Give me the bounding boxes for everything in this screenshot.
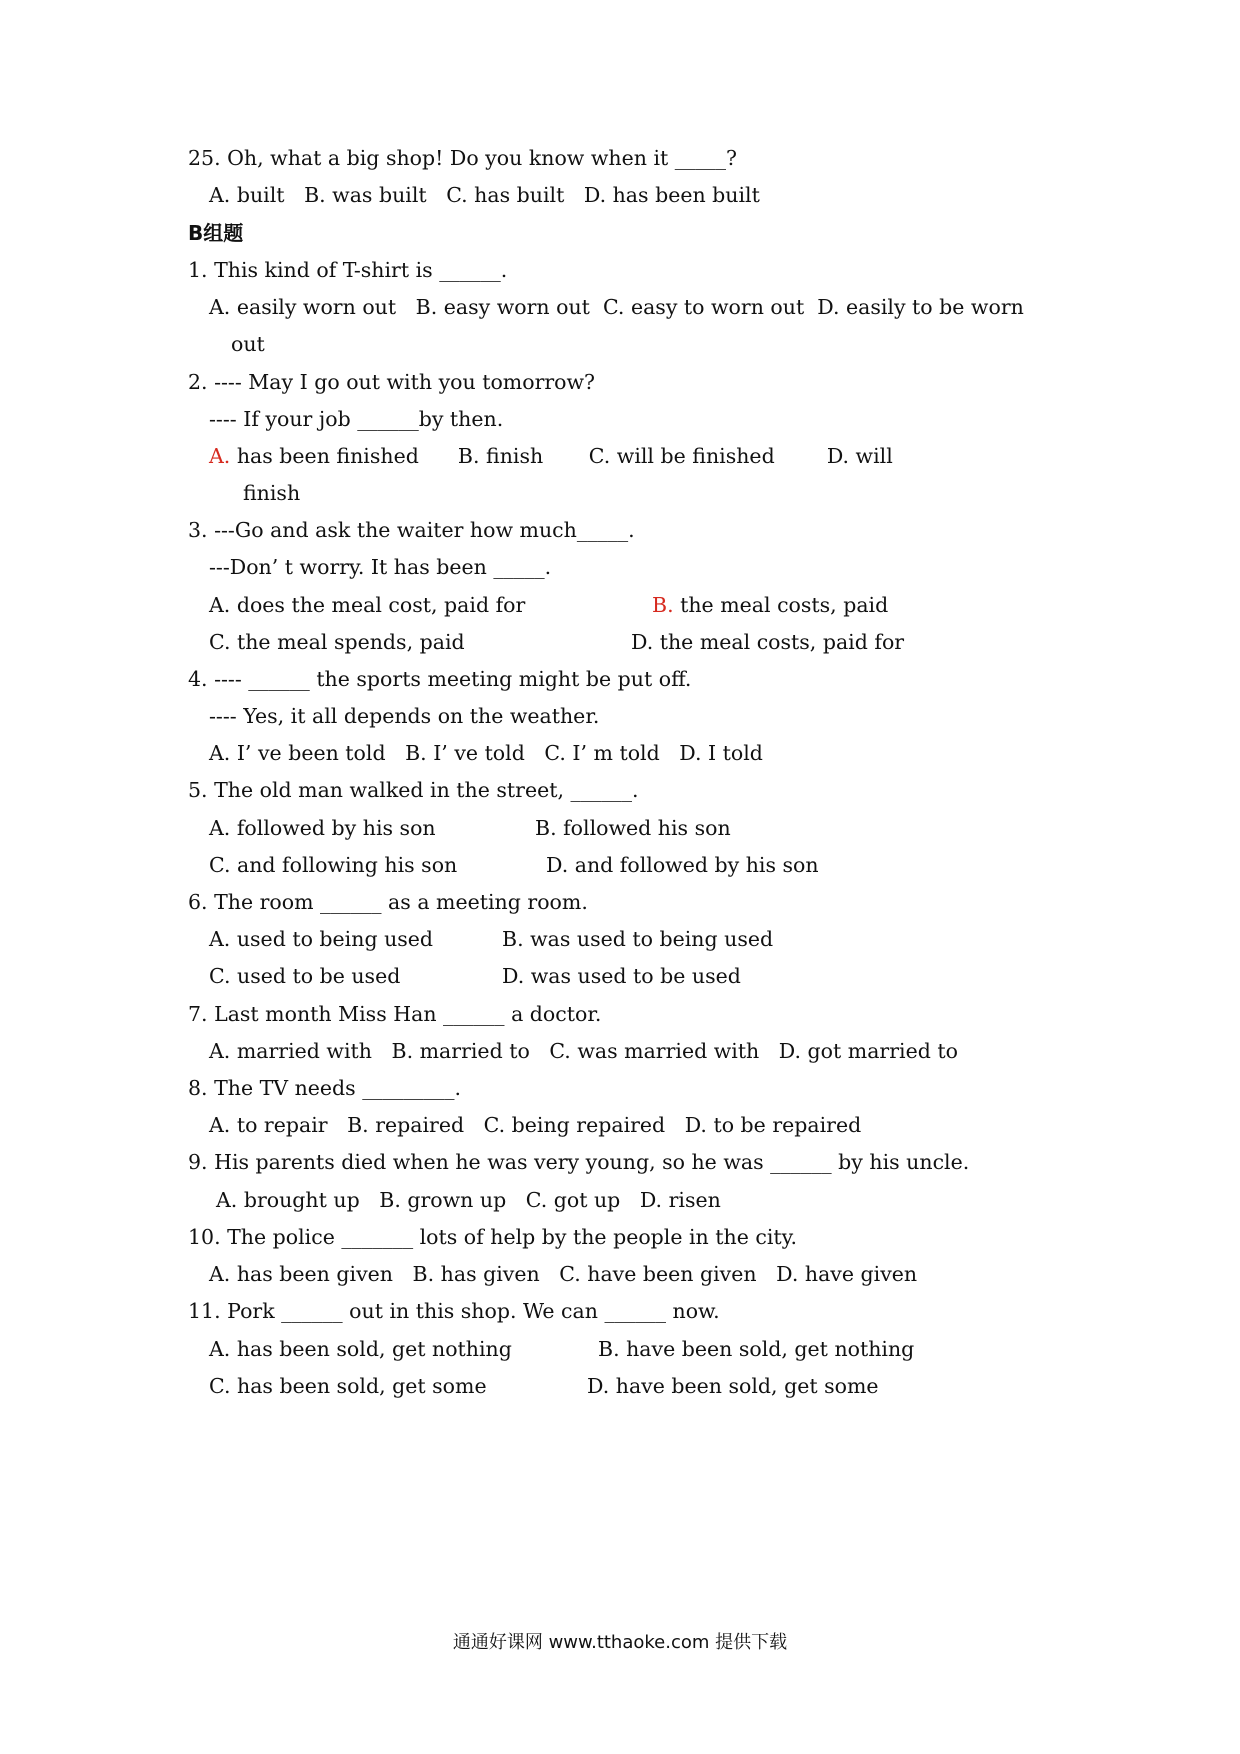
question-2-reply: ---- If your job ______by then.: [209, 407, 504, 431]
question-1-options: A. easily worn out B. easy worn out C. easy to worn out D. easily to be worn: [209, 295, 1024, 319]
page-footer: 通通好课网 www.tthaoke.com 提供下载: [452, 1632, 788, 1653]
question-3-option-a: A. does the meal cost, paid for: [209, 593, 526, 617]
question-25-options: A. built B. was built C. has built D. has been built: [209, 183, 760, 207]
question-4: 4. ---- ______ the sports meeting might be put off.: [188, 667, 692, 691]
question-5-option-a: A. followed by his son: [209, 816, 436, 840]
question-1-options-cont: out: [231, 332, 265, 356]
question-9: 9. His parents died when he was very young, so he was ______ by his uncle.: [188, 1150, 970, 1174]
question-5-option-c: C. and following his son: [209, 853, 458, 877]
question-3-reply: ---Don’ t worry. It has been _____.: [209, 555, 552, 579]
answer-mark-a: A.: [209, 444, 231, 468]
question-3-option-c: C. the meal spends, paid: [209, 630, 465, 654]
question-10: 10. The police _______ lots of help by the people in the city.: [188, 1225, 798, 1249]
question-8: 8. The TV needs _________.: [188, 1076, 461, 1100]
question-4-options: A. I’ ve been told B. I’ ve told C. I’ m told D. I told: [209, 741, 763, 765]
question-2-options-text: has been finished B. finish C. will be finished D. will: [230, 444, 893, 468]
section-b-heading: B组题: [188, 221, 244, 245]
question-7: 7. Last month Miss Han ______ a doctor.: [188, 1002, 602, 1026]
question-9-options: A. brought up B. grown up C. got up D. risen: [216, 1188, 721, 1212]
question-11-option-b: B. have been sold, get nothing: [598, 1337, 915, 1361]
question-2-options: [209, 442, 893, 470]
question-2: 2. ---- May I go out with you tomorrow?: [188, 370, 596, 394]
question-6-option-c: C. used to be used: [209, 964, 401, 988]
question-11-option-c: C. has been sold, get some: [209, 1374, 487, 1398]
question-3-option-b: [652, 591, 888, 619]
answer-mark-b: B.: [652, 593, 674, 617]
question-5: 5. The old man walked in the street, ______.: [188, 778, 639, 802]
question-6: 6. The room ______ as a meeting room.: [188, 890, 588, 914]
question-2-options-cont: finish: [243, 481, 301, 505]
question-3: 3. ---Go and ask the waiter how much_____.: [188, 518, 635, 542]
question-3-option-b-text: the meal costs, paid: [673, 593, 889, 617]
question-6-option-d: D. was used to be used: [502, 964, 741, 988]
question-5-option-b: B. followed his son: [535, 816, 731, 840]
question-1: 1. This kind of T-shirt is ______.: [188, 258, 508, 282]
question-25: 25. Oh, what a big shop! Do you know when it _____?: [188, 146, 738, 170]
question-8-options: A. to repair B. repaired C. being repaired D. to be repaired: [209, 1113, 862, 1137]
question-4-reply: ---- Yes, it all depends on the weather.: [209, 704, 600, 728]
question-11-option-a: A. has been sold, get nothing: [209, 1337, 512, 1361]
question-7-options: A. married with B. married to C. was married with D. got married to: [209, 1039, 958, 1063]
question-6-option-b: B. was used to being used: [502, 927, 774, 951]
question-3-option-d: D. the meal costs, paid for: [631, 630, 905, 654]
question-5-option-d: D. and followed by his son: [546, 853, 819, 877]
question-10-options: A. has been given B. has given C. have been given D. have given: [209, 1262, 918, 1286]
question-6-option-a: A. used to being used: [209, 927, 434, 951]
question-11: 11. Pork ______ out in this shop. We can ______ now.: [188, 1299, 720, 1323]
question-11-option-d: D. have been sold, get some: [587, 1374, 879, 1398]
